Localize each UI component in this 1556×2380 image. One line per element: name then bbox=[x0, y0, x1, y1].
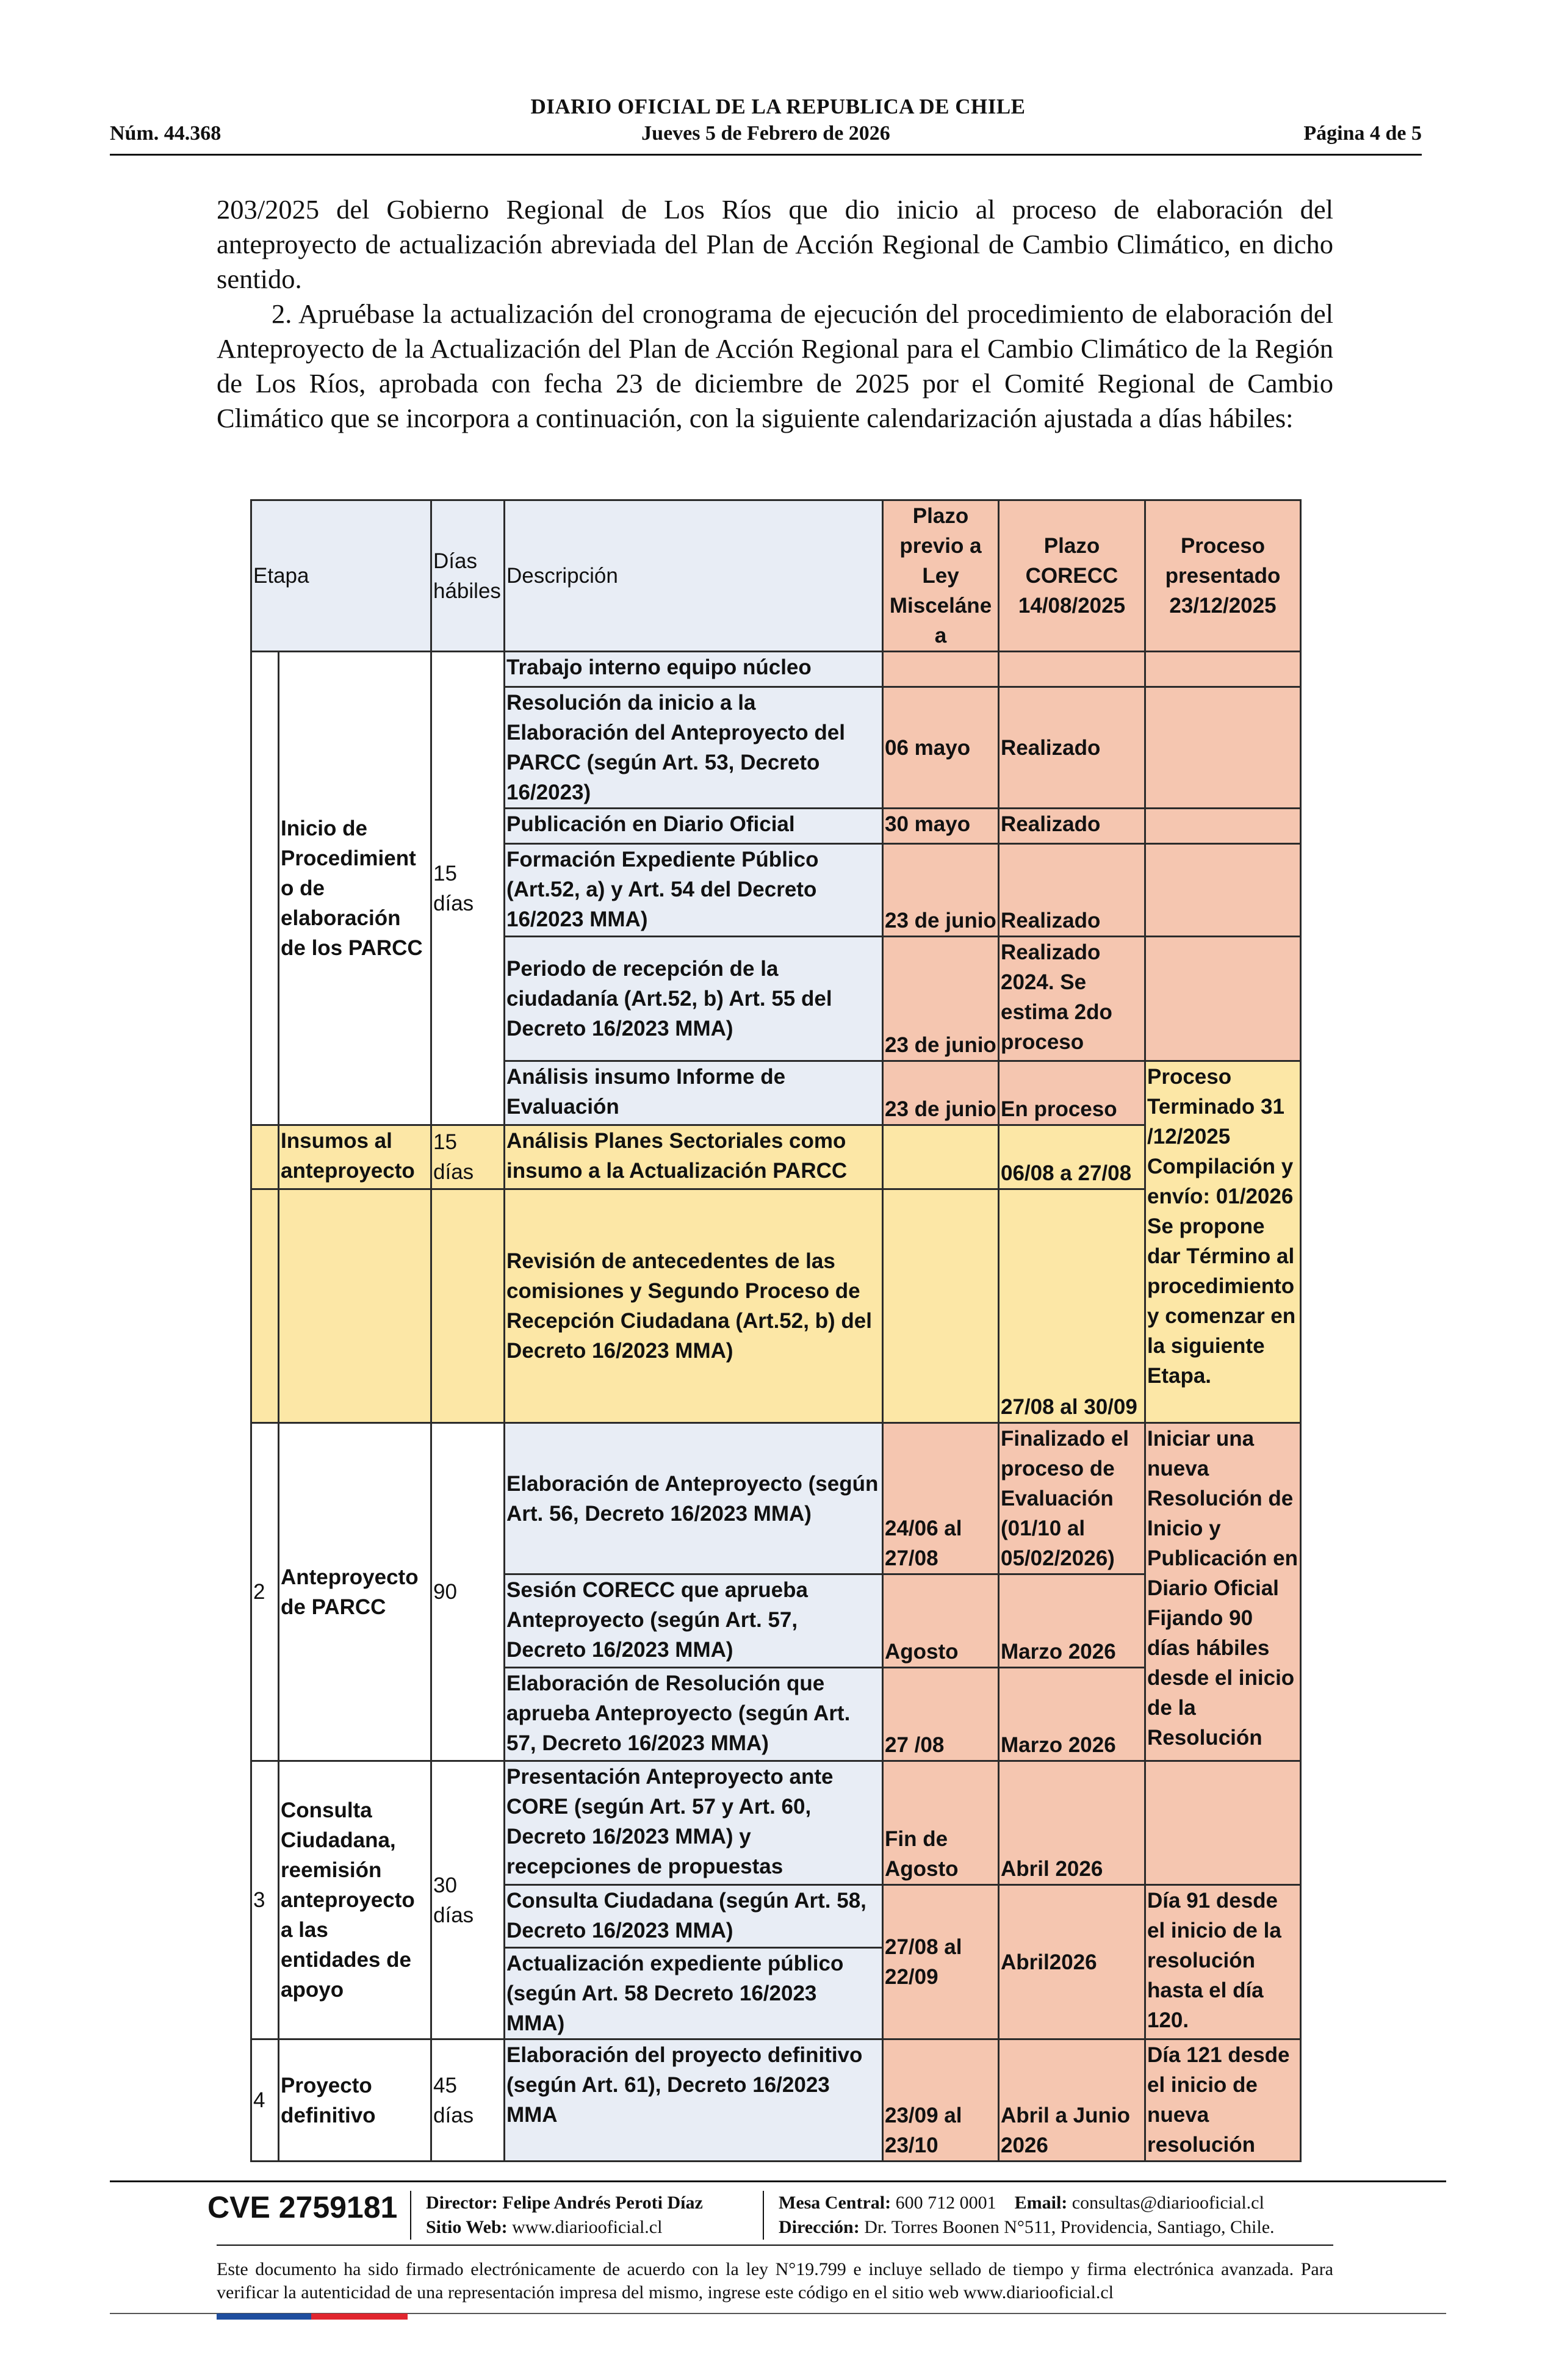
row-plazo-previo: 23/09 al 23/10 bbox=[883, 2039, 999, 2162]
row-description: Sesión CORECC que aprueba Anteproyecto (según Art. 57, Decreto 16/2023 MMA) bbox=[505, 1574, 883, 1668]
row-plazo-previo: 23 de junio bbox=[883, 844, 999, 937]
header-etapa: Etapa bbox=[251, 500, 431, 652]
nueva-resolucion-note: Iniciar una nueva Resolución de Inicio y Publicación en Diario Oficial Fijando 90 días hábiles desde el inicio de la Resolución bbox=[1145, 1423, 1301, 1761]
newspaper-title: DIARIO OFICIAL DE LA REPUBLICA DE CHILE bbox=[530, 95, 1026, 118]
row-plazo-previo: 30 mayo bbox=[883, 809, 999, 844]
proceso-terminado-note: Proceso Terminado 31 /12/2025 Compilación y envío: 01/2026 Se propone dar Término al procedimiento y comenzar en la siguiente Etapa. bbox=[1145, 1061, 1301, 1423]
stage-name: Inicio de Procedimiento de elaboración de los PARCC bbox=[279, 652, 431, 1125]
row-description: Análisis Planes Sectoriales como insumo a la Actualización PARCC bbox=[505, 1125, 883, 1189]
stage-name: Proyecto definitivo bbox=[279, 2039, 431, 2162]
row-plazo-previo bbox=[883, 652, 999, 687]
row-plazo-previo: 27/08 al 22/09 bbox=[883, 1885, 999, 2039]
row-proceso bbox=[1145, 937, 1301, 1061]
row-description: Análisis insumo Informe de Evaluación bbox=[505, 1061, 883, 1125]
table-row bbox=[251, 1125, 1301, 1189]
table-row bbox=[251, 1189, 1301, 1423]
row-description: Elaboración del proyecto definitivo (según Art. 61), Decreto 16/2023 MMA bbox=[505, 2039, 883, 2162]
row-plazo-corecc: Realizado bbox=[999, 844, 1145, 937]
row-description: Periodo de recepción de la ciudadanía (Art.52, b) Art. 55 del Decreto 16/2023 MMA) bbox=[505, 937, 883, 1061]
stage-name: Insumos al anteproyecto bbox=[279, 1125, 431, 1189]
footer-director-block bbox=[426, 2191, 703, 2240]
stage-number bbox=[251, 1125, 279, 1189]
table-row bbox=[251, 2039, 1301, 2162]
row-description: Consulta Ciudadana (según Art. 58, Decreto 16/2023 MMA) bbox=[505, 1885, 883, 1948]
row-description: Revisión de antecedentes de las comisiones y Segundo Proceso de Recepción Ciudadana (Art.52, b) del Decreto 16/2023 MMA) bbox=[505, 1189, 883, 1423]
row-proceso bbox=[1145, 687, 1301, 809]
row-plazo-corecc: En proceso bbox=[999, 1061, 1145, 1125]
row-plazo-corecc: Abril a Junio 2026 bbox=[999, 2039, 1145, 2162]
web-link[interactable]: www.diariooficial.cl bbox=[512, 2217, 663, 2237]
table-row bbox=[251, 652, 1301, 687]
header-plazo-previo: Plazo previo a Ley Miscelánea bbox=[883, 500, 999, 652]
stage-days: 15 días bbox=[431, 652, 505, 1125]
row-description: Elaboración de Resolución que aprueba Anteproyecto (según Art. 57, Decreto 16/2023 MMA) bbox=[505, 1668, 883, 1761]
row-plazo-corecc: Realizado 2024. Se estima 2do proceso bbox=[999, 937, 1145, 1061]
schedule-table bbox=[250, 499, 1302, 2162]
director-label: Director: bbox=[426, 2193, 498, 2213]
stage-days: 90 bbox=[431, 1423, 505, 1761]
footer-separator bbox=[763, 2191, 764, 2240]
stage-days: 15 días bbox=[431, 1125, 505, 1189]
body-text bbox=[217, 192, 1333, 436]
stage-days: 45 días bbox=[431, 2039, 505, 2162]
row-plazo-corecc: Marzo 2026 bbox=[999, 1574, 1145, 1668]
stage-name bbox=[279, 1189, 431, 1423]
row-plazo-previo: 23 de junio bbox=[883, 937, 999, 1061]
row-plazo-corecc: Abril 2026 bbox=[999, 1761, 1145, 1885]
direccion-label: Dirección: bbox=[779, 2217, 860, 2237]
mesa-phone: 600 712 0001 bbox=[895, 2193, 996, 2213]
footer-divider-mid bbox=[217, 2245, 1333, 2246]
header-divider bbox=[110, 154, 1422, 156]
row-plazo-corecc: 27/08 al 30/09 bbox=[999, 1189, 1145, 1423]
stage-number bbox=[251, 1189, 279, 1423]
web-label: Sitio Web: bbox=[426, 2217, 508, 2237]
paragraph-1: 203/2025 del Gobierno Regional de Los Ríos que dio inicio al proceso de elaboración del anteproyecto de actualización abreviada del Plan de Acción Regional de Cambio Climático, en dicho sentido. bbox=[217, 194, 1333, 294]
row-plazo-previo: 23 de junio bbox=[883, 1061, 999, 1125]
cve-code: CVE 2759181 bbox=[207, 2190, 398, 2224]
row-description: Presentación Anteproyecto ante CORE (según Art. 57 y Art. 60, Decreto 16/2023 MMA) y recepciones de propuestas bbox=[505, 1761, 883, 1885]
stage-number: 3 bbox=[251, 1761, 279, 2039]
dia-91-note: Día 91 desde el inicio de la resolución hasta el día 120. bbox=[1145, 1885, 1301, 2039]
row-plazo-previo bbox=[883, 1125, 999, 1189]
director-name: Felipe Andrés Peroti Díaz bbox=[502, 2193, 703, 2213]
stage-name: Consulta Ciudadana, reemisión anteproyecto a las entidades de apoyo bbox=[279, 1761, 431, 2039]
row-description: Actualización expediente público (según Art. 58 Decreto 16/2023 MMA) bbox=[505, 1948, 883, 2039]
issue-date: Jueves 5 de Febrero de 2026 bbox=[641, 122, 890, 145]
header-row bbox=[110, 122, 1422, 149]
paragraph-2: 2. Apruébase la actualización del cronograma de ejecución del procedimiento de elaboración del Anteproyecto de la Actualización del Plan de Acción Regional para el Cambio Climático de la Región de Los Ríos, aprobada con fecha 23 de diciembre de 2025 por el Comité Regional de Cambio Climático que se incorpora a continuación, con la siguiente calendarización ajustada a días hábiles: bbox=[217, 298, 1333, 433]
row-description: Elaboración de Anteproyecto (según Art. 56, Decreto 16/2023 MMA) bbox=[505, 1423, 883, 1574]
row-plazo-previo: 27 /08 bbox=[883, 1668, 999, 1761]
row-proceso bbox=[1145, 1761, 1301, 1885]
row-proceso bbox=[1145, 809, 1301, 844]
header-plazo-corecc: Plazo CORECC 14/08/2025 bbox=[999, 500, 1145, 652]
row-plazo-previo: Fin de Agosto bbox=[883, 1761, 999, 1885]
row-description: Resolución da inicio a la Elaboración del Anteproyecto del PARCC (según Art. 53, Decreto 16/2023) bbox=[505, 687, 883, 809]
row-plazo-previo bbox=[883, 1189, 999, 1423]
row-plazo-previo: 24/06 al 27/08 bbox=[883, 1423, 999, 1574]
row-proceso bbox=[1145, 844, 1301, 937]
row-description: Trabajo interno equipo núcleo bbox=[505, 652, 883, 687]
stage-name: Anteproyecto de PARCC bbox=[279, 1423, 431, 1761]
signature-disclaimer: Este documento ha sido firmado electrónicamente de acuerdo con la ley N°19.799 e incluye sellado de tiempo y firma electrónica avanzada. Para verificar la autenticidad de una representación impresa del mismo, ingrese este código en el sitio web www.diariooficial.cl bbox=[217, 2259, 1333, 2302]
flag-red-stripe bbox=[311, 2313, 408, 2320]
table-row bbox=[251, 1423, 1301, 1574]
flag-blue-stripe bbox=[217, 2313, 311, 2320]
row-plazo-previo: Agosto bbox=[883, 1574, 999, 1668]
stage-days: 30 días bbox=[431, 1761, 505, 2039]
row-description: Formación Expediente Público (Art.52, a) y Art. 54 del Decreto 16/2023 MMA) bbox=[505, 844, 883, 937]
table-row bbox=[251, 1761, 1301, 1885]
row-plazo-corecc bbox=[999, 652, 1145, 687]
header-dias: Días hábiles bbox=[431, 500, 505, 652]
row-plazo-corecc: 06/08 a 27/08 bbox=[999, 1125, 1145, 1189]
email-link[interactable]: consultas@diariooficial.cl bbox=[1072, 2193, 1264, 2213]
table-header-row bbox=[251, 500, 1301, 652]
row-plazo-corecc: Realizado bbox=[999, 687, 1145, 809]
footer-divider bbox=[110, 2180, 1446, 2182]
header-proceso: Proceso presentado 23/12/2025 bbox=[1145, 500, 1301, 652]
row-plazo-corecc: Marzo 2026 bbox=[999, 1668, 1145, 1761]
header-descripcion: Descripción bbox=[505, 500, 883, 652]
issue-number: Núm. 44.368 bbox=[110, 122, 222, 145]
row-proceso bbox=[1145, 652, 1301, 687]
stage-number: 4 bbox=[251, 2039, 279, 2162]
direccion-text: Dr. Torres Boonen N°511, Providencia, Santiago, Chile. bbox=[864, 2217, 1275, 2237]
stage-number bbox=[251, 652, 279, 1125]
footer-separator bbox=[410, 2191, 411, 2240]
email-label: Email: bbox=[1014, 2193, 1068, 2213]
row-description: Publicación en Diario Oficial bbox=[505, 809, 883, 844]
mesa-label: Mesa Central: bbox=[779, 2193, 891, 2213]
row-plazo-corecc: Abril2026 bbox=[999, 1885, 1145, 2039]
dia-121-note: Día 121 desde el inicio de nueva resolución bbox=[1145, 2039, 1301, 2162]
page-number: Página 4 de 5 bbox=[1303, 122, 1422, 145]
row-plazo-corecc: Finalizado el proceso de Evaluación (01/10 al 05/02/2026) bbox=[999, 1423, 1145, 1574]
row-plazo-previo: 06 mayo bbox=[883, 687, 999, 809]
stage-days bbox=[431, 1189, 505, 1423]
footer-contact-block bbox=[779, 2191, 1275, 2240]
row-plazo-corecc: Realizado bbox=[999, 809, 1145, 844]
stage-number: 2 bbox=[251, 1423, 279, 1761]
